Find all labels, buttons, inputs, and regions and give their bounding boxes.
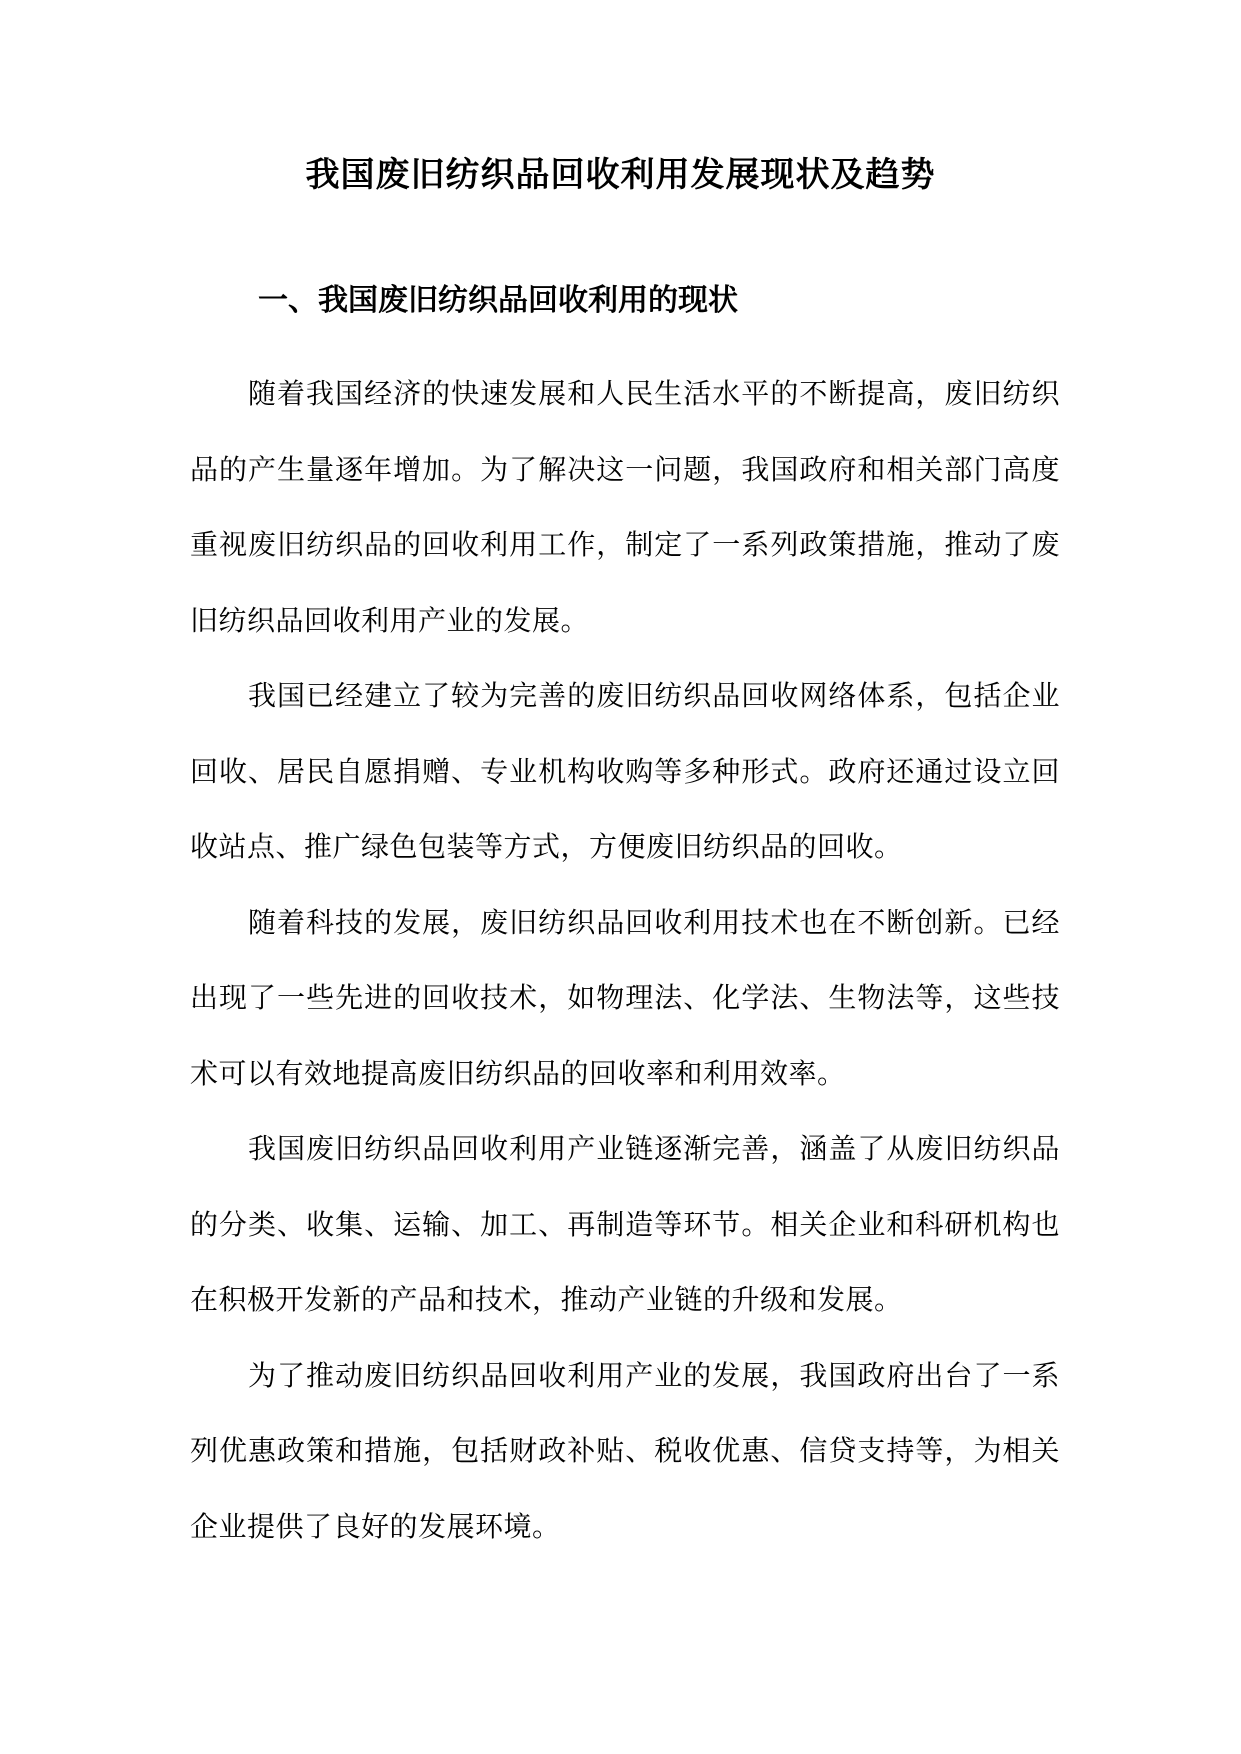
- paragraph-3: 随着科技的发展，废旧纺织品回收利用技术也在不断创新。已经出现了一些先进的回收技术，如物理法、化学法、生物法等，这些技术可以有效地提高废旧纺织品的回收率和利用效率。: [190, 905, 1060, 1090]
- document-title: 我国废旧纺织品回收利用发展现状及趋势: [305, 155, 936, 195]
- paragraph-2: 我国已经建立了较为完善的废旧纺织品回收网络体系，包括企业回收、居民自愿捐赠、专业机构收购等多种形式。政府还通过设立回收站点、推广绿色包装等方式，方便废旧纺织品的回收。: [190, 679, 1060, 863]
- section-heading: 一、我国废旧纺织品回收利用的现状: [258, 283, 738, 318]
- section-body: [190, 356, 1060, 1564]
- paragraph-4: 我国废旧纺织品回收利用产业链逐渐完善，涵盖了从废旧纺织品的分类、收集、运输、加工、再制造等环节。相关企业和科研机构也在积极开发新的产品和技术，推动产业链的升级和发展。: [190, 1132, 1060, 1316]
- paragraph-5: 为了推动废旧纺织品回收利用产业的发展，我国政府出台了一系列优惠政策和措施，包括财政补贴、税收优惠、信贷支持等，为相关企业提供了良好的发展环境。: [190, 1358, 1060, 1543]
- paragraph-1: 随着我国经济的快速发展和人民生活水平的不断提高，废旧纺织品的产生量逐年增加。为了解决这一问题，我国政府和相关部门高度重视废旧纺织品的回收利用工作，制定了一系列政策措施，推动了废旧纺织品回收利用产业的发展。: [190, 377, 1060, 637]
